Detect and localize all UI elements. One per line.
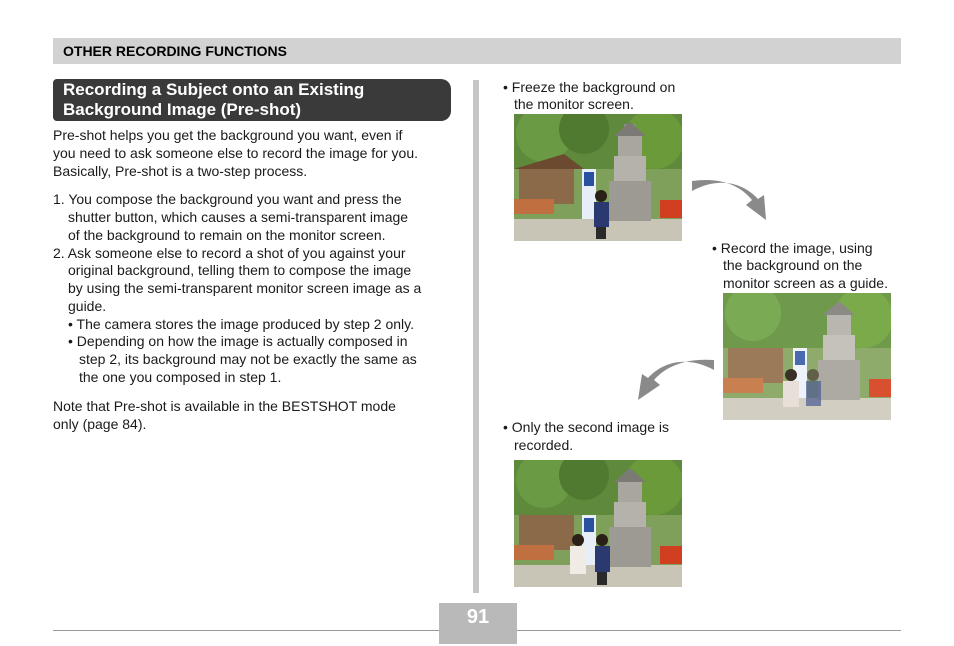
caption-2-line2: the background on the — [723, 257, 863, 273]
column-divider — [473, 80, 479, 593]
section-title — [53, 79, 451, 121]
note-line2: only (page 84). — [53, 416, 147, 432]
intro-line1: Pre-shot helps you get the background you want, even if — [53, 127, 403, 143]
header-bar — [53, 38, 901, 64]
intro-line3: Basically, Pre-shot is a two-step process. — [53, 163, 308, 179]
caption-2-line3: monitor screen as a guide. — [723, 275, 888, 291]
caption-3-line2: recorded. — [514, 437, 574, 453]
note-line1: Note that Pre-shot is available in the BESTSHOT mode — [53, 398, 396, 414]
bullet-2-line2: step 2, its background may not be exactly the same as — [79, 351, 417, 367]
page-number-box — [439, 603, 517, 644]
bullet-2-line1: • Depending on how the image is actually composed in — [68, 333, 408, 349]
step-1-line1: 1. You compose the background you want and press the — [53, 191, 402, 207]
intro-line2: you need to ask someone else to record the image for you. — [53, 145, 418, 161]
page-number: 91 — [439, 603, 517, 631]
photo-recorded-result — [514, 460, 682, 587]
caption-2-line1: • Record the image, using — [712, 240, 873, 256]
step-2-line4: guide. — [68, 298, 107, 314]
step-1-line3: of the background to remain on the monitor screen. — [68, 227, 386, 243]
bullet-2-line3: the one you composed in step 1. — [79, 369, 282, 385]
header-title: OTHER RECORDING FUNCTIONS — [63, 43, 287, 59]
caption-3-line1: • Only the second image is — [503, 419, 669, 435]
caption-1-line1: • Freeze the background on — [503, 79, 676, 95]
bullet-1: • The camera stores the image produced by step 2 only. — [68, 316, 415, 332]
step-1-line2: shutter button, which causes a semi-transparent image — [68, 209, 409, 225]
section-title-line1: Recording a Subject onto an Existing — [63, 80, 365, 99]
step-2-line1: 2. Ask someone else to record a shot of you against your — [53, 245, 406, 261]
curved-arrow-down-right-icon — [690, 175, 770, 225]
photo-semi-transparent-guide — [723, 293, 891, 420]
caption-1-line2: the monitor screen. — [514, 96, 634, 112]
curved-arrow-down-left-icon — [636, 356, 716, 402]
section-title-line2: Background Image (Pre-shot) — [63, 100, 302, 119]
note-paragraph — [53, 397, 458, 433]
page-number-band — [439, 631, 517, 644]
step-2-line2: original background, telling them to compose the image — [68, 262, 412, 278]
step-2-line3: by using the semi-transparent monitor screen image as a — [68, 280, 422, 296]
intro-paragraph — [53, 126, 458, 180]
photo-background-frozen — [514, 114, 682, 241]
